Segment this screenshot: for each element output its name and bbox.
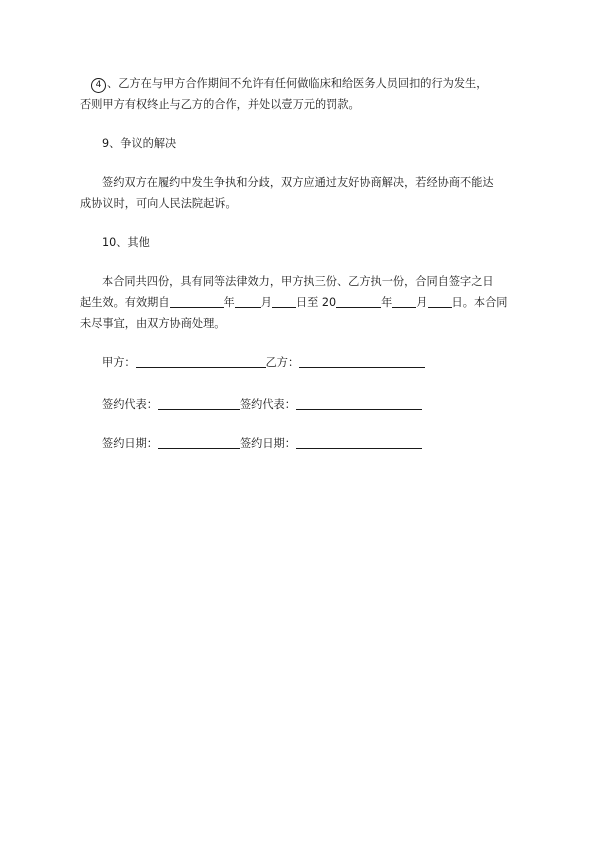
rep-b-label: 签约代表： — [239, 398, 296, 411]
party-b-blank[interactable] — [299, 356, 425, 368]
start-year-blank[interactable] — [170, 296, 224, 308]
month-label: 月 — [260, 296, 272, 309]
validity-text-end: 日。本合同 — [451, 296, 508, 309]
clause-4-text-1: 、乙方在与甲方合作期间不允许有任何做临床和给医务人员回扣的行为发生， — [107, 77, 488, 90]
party-b-label: 乙方： — [265, 356, 300, 369]
section-9-heading: 9、争议的解决 — [102, 137, 177, 150]
start-day-blank[interactable] — [272, 296, 296, 308]
date-b-blank[interactable] — [296, 437, 422, 449]
year-label-2: 年 — [381, 296, 393, 309]
end-month-blank[interactable] — [392, 296, 416, 308]
representative-row — [102, 397, 422, 413]
date-a-blank[interactable] — [158, 437, 240, 449]
section-9-line-1: 签约双方在履约中发生争执和分歧，双方应通过友好协商解决，若经协商不能达 — [102, 176, 494, 189]
party-a-blank[interactable] — [136, 356, 266, 368]
circled-number-marker: 4 — [91, 78, 106, 93]
section-9-line-2: 成协议时，可向人民法院起诉。 — [80, 197, 237, 210]
rep-a-blank[interactable] — [158, 398, 240, 410]
section-10-line-3: 未尽事宜，由双方协商处理。 — [80, 317, 226, 330]
month-label-2: 月 — [416, 296, 428, 309]
validity-text-start: 起生效。有效期自 — [80, 296, 170, 309]
end-year-blank[interactable] — [336, 296, 381, 308]
end-day-blank[interactable] — [428, 296, 452, 308]
sign-date-row — [102, 436, 422, 452]
party-a-label: 甲方： — [102, 356, 136, 369]
start-month-blank[interactable] — [235, 296, 261, 308]
year-label: 年 — [223, 296, 235, 309]
clause-4-line-1 — [91, 76, 487, 93]
section-10-heading: 10、其他 — [102, 236, 150, 249]
party-signature-row — [102, 355, 425, 371]
day-to-label: 日至 20 — [295, 296, 337, 309]
section-10-line-2 — [80, 295, 507, 311]
rep-a-label: 签约代表： — [102, 398, 158, 411]
date-b-label: 签约日期： — [239, 437, 296, 450]
clause-4-line-2: 否则甲方有权终止与乙方的合作，并处以壹万元的罚款。 — [80, 98, 360, 111]
section-10-line-1: 本合同共四份，具有同等法律效力，甲方执三份、乙方执一份，合同自签字之日 — [102, 275, 494, 288]
rep-b-blank[interactable] — [296, 398, 422, 410]
date-a-label: 签约日期： — [102, 437, 158, 450]
